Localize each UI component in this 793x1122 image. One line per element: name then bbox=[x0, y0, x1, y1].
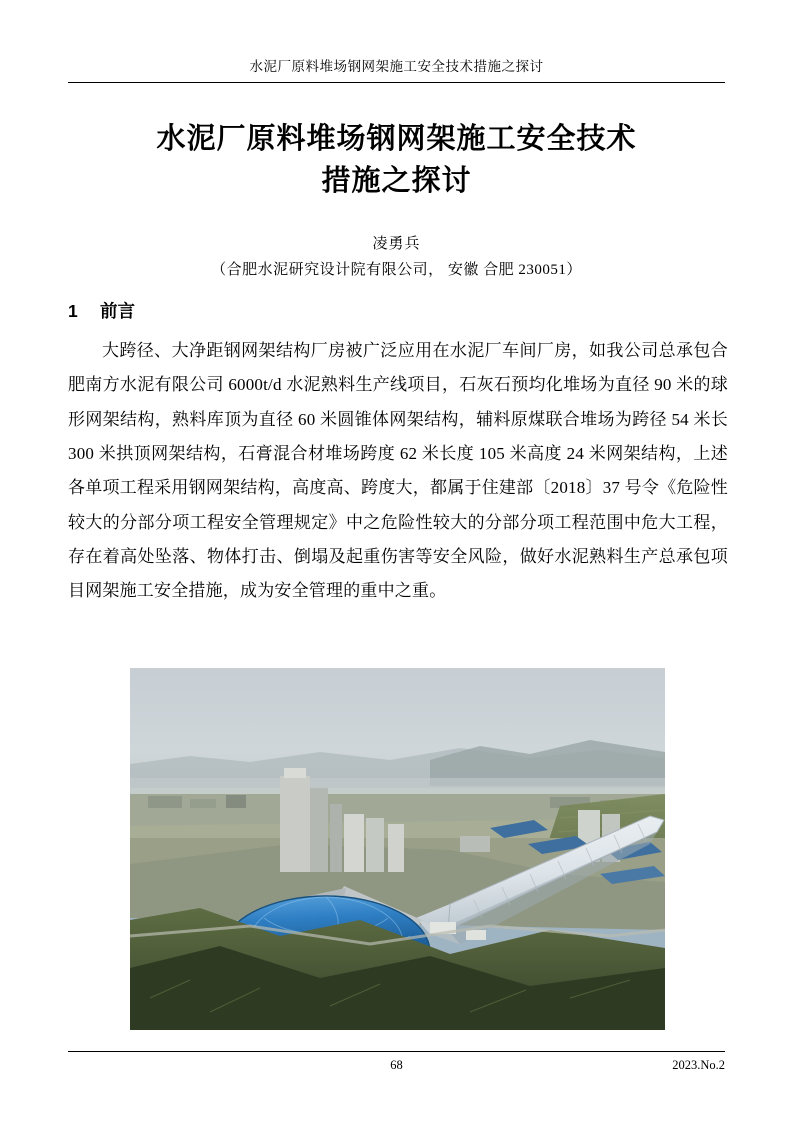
issue-label: 2023.No.2 bbox=[672, 1058, 725, 1072]
section-number: 1 bbox=[68, 301, 78, 321]
section-heading bbox=[68, 298, 135, 323]
figure-aerial-photo bbox=[130, 668, 665, 1030]
footer-divider bbox=[68, 1051, 725, 1052]
section-title: 前言 bbox=[100, 301, 135, 321]
title-line-1: 水泥厂原料堆场钢网架施工安全技术 bbox=[156, 123, 637, 155]
author-affiliation: （合肥水泥研究设计院有限公司， 安徽 合肥 230051） bbox=[211, 262, 582, 278]
page-title bbox=[100, 118, 693, 202]
figure-illustration bbox=[130, 668, 665, 1030]
running-header: 水泥厂原料堆场钢网架施工安全技术措施之探讨 bbox=[249, 59, 544, 74]
author-name: 凌勇兵 bbox=[372, 236, 421, 252]
header-divider bbox=[68, 82, 725, 83]
body-paragraph: 大跨径、大净距钢网架结构厂房被广泛应用在水泥厂车间厂房，如我公司总承包合肥南方水泥有限公司 6000t/d 水泥熟料生产线项目，石灰石预均化堆场为直径 90 米的球形网架结构，熟料库顶为直径 60 米圆锥体网架结构，辅料原煤联合堆场为跨径 54 米长 300 米拱顶网架结构，石膏混合材堆场跨度 62 米长度 105 米高度 24 米网架结构，上述各单项工程采用钢网架结构，高度高、跨度大，都属于住建部〔2018〕37 号令《危险性较大的分部分项工程安全管理规定》中之危险性较大的分部分项工程范围中危大工程，存在着高处坠落、物体打击、倒塌及起重伤害等安全风险，做好水泥熟料生产总承包项目网架施工安全措施，成为安全管理的重中之重。 bbox=[68, 341, 728, 601]
title-line-2: 措施之探讨 bbox=[321, 165, 472, 198]
page-number: 68 bbox=[390, 1058, 403, 1072]
